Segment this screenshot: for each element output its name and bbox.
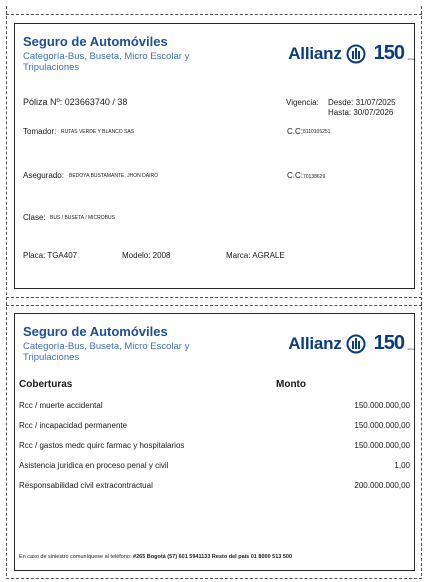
allianz-logo bbox=[288, 42, 414, 65]
card-title: Seguro de Automóviles bbox=[23, 324, 168, 339]
anniversary-number: 150 bbox=[373, 332, 404, 354]
asegurado-cc-label: C.C: bbox=[287, 171, 303, 180]
coverage-card bbox=[14, 313, 415, 571]
cut-line-right bbox=[421, 6, 422, 576]
anniversary-tag: años bbox=[407, 57, 414, 61]
asegurado-cc-value: 70138629 bbox=[303, 174, 326, 180]
cut-line-middle-2 bbox=[6, 305, 422, 306]
modelo-field: Modelo: 2008 bbox=[122, 251, 171, 260]
anniversary-badge bbox=[373, 332, 414, 355]
allianz-eagle-icon bbox=[346, 334, 366, 354]
card-subtitle: Categoría-Bus, Buseta, Micro Escolar y Tripulaciones bbox=[23, 341, 190, 363]
footer-phones: #265 Bogotá (57) 601 5941133 Resto del país 01 8000 513 500 bbox=[133, 554, 293, 560]
clase-label: Clase: bbox=[23, 213, 46, 222]
coverage-row bbox=[19, 401, 410, 413]
cut-line-top bbox=[6, 14, 422, 15]
allianz-logo bbox=[288, 332, 414, 355]
policy-number: Póliza Nº: 023663740 / 38 bbox=[23, 97, 128, 107]
coverage-row bbox=[19, 421, 410, 433]
coverage-row bbox=[19, 481, 410, 493]
claims-contact-footer bbox=[19, 554, 292, 560]
tomador-cc-label: C.C: bbox=[287, 127, 303, 136]
coverage-name: Rcc / gastos medc quirc farmac y hospitalarios bbox=[19, 441, 185, 450]
asegurado-label: Asegurado: bbox=[23, 171, 64, 180]
tomador-label: Tomador: bbox=[23, 127, 57, 136]
coverage-amount: 150.000.000,00 bbox=[354, 421, 410, 430]
anniversary-number: 150 bbox=[373, 42, 404, 64]
coverage-row bbox=[19, 441, 410, 453]
vigencia-desde: Desde: 31/07/2025 bbox=[328, 98, 396, 107]
brand-name: Allianz bbox=[288, 333, 342, 353]
cut-line-middle-1 bbox=[6, 297, 422, 298]
coverage-amount: 1,00 bbox=[394, 461, 410, 470]
coverage-amount: 150.000.000,00 bbox=[354, 441, 410, 450]
clase-value: BUS / BUSETA / MICROBUS bbox=[50, 215, 115, 221]
placa-field: Placa: TGA407 bbox=[23, 251, 78, 260]
cut-line-left bbox=[6, 6, 7, 576]
coverage-header: Coberturas bbox=[19, 379, 73, 390]
tomador-cc-value: 8110105251 bbox=[303, 129, 331, 135]
coverage-name: Rcc / muerte accidental bbox=[19, 401, 103, 410]
marca-field: Marca: AGRALE bbox=[226, 251, 285, 260]
vigencia-hasta: Hasta: 30/07/2026 bbox=[328, 108, 394, 117]
anniversary-badge bbox=[373, 42, 414, 65]
brand-name: Allianz bbox=[288, 43, 342, 63]
vigencia-label: Vigencia: bbox=[286, 98, 319, 107]
coverage-amount: 200.000.000,00 bbox=[354, 481, 410, 490]
policy-card bbox=[14, 23, 415, 289]
allianz-eagle-icon bbox=[346, 44, 366, 64]
coverage-row bbox=[19, 461, 410, 473]
asegurado-value: BEDOYA BUSTAMANTE, JHON DAIRO bbox=[69, 173, 158, 179]
card-title: Seguro de Automóviles bbox=[23, 34, 168, 49]
amount-header: Monto bbox=[276, 379, 306, 390]
footer-prefix: En caso de siniestro comuníquese al teléfono: bbox=[19, 554, 132, 560]
cut-line-bottom bbox=[6, 578, 422, 579]
coverage-name: Rcc / incapacidad permanente bbox=[19, 421, 128, 430]
card-subtitle: Categoría-Bus, Buseta, Micro Escolar y Tripulaciones bbox=[23, 51, 190, 73]
anniversary-tag: años bbox=[407, 347, 414, 351]
coverage-amount: 150.000.000,00 bbox=[354, 401, 410, 410]
coverage-name: Asistencia juridica en proceso penal y civil bbox=[19, 461, 169, 470]
coverage-name: Responsabilidad civil extracontractual bbox=[19, 481, 153, 490]
tomador-value: RUTAS VERDE Y BLANCO SAS bbox=[61, 129, 135, 135]
